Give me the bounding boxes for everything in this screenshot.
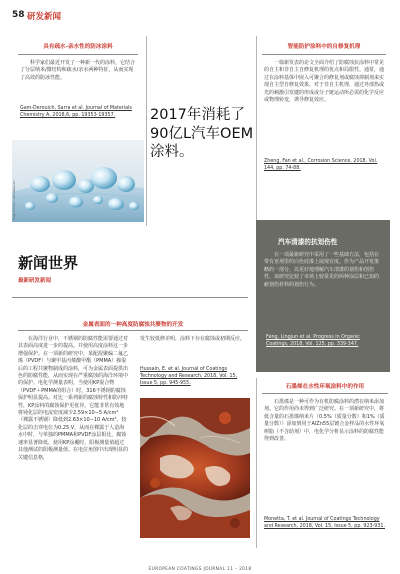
divider <box>262 54 386 55</box>
page-header <box>12 10 392 24</box>
news-world-heading <box>18 252 248 284</box>
column-rule <box>146 36 147 226</box>
corrosion-graphic <box>140 398 250 538</box>
sidebar-box <box>256 220 390 372</box>
article-reference[interactable]: Gam-Derouich, Sarra et al. Journal of Materials Chemistry A, 2018,6, pp. 19353-19357. <box>20 106 132 118</box>
headline <box>150 106 254 162</box>
article-reference[interactable]: Zheng, Fan et al., Corrosion Science, 2018, Vol. 144, pp. 74-88. <box>264 159 378 171</box>
article-top-left <box>18 42 138 118</box>
news-world-subtitle: 最新研发新闻 <box>18 278 52 284</box>
article-bottom-right <box>262 382 388 529</box>
divider <box>18 330 248 331</box>
article-title: 智能防护涂料中的自修复机理 <box>287 44 361 50</box>
sidebar-title: 汽车清漆的抗划伤性 <box>278 238 338 246</box>
article-body: 科学家们最近开发了一种新一代的涂料，它结合了分层纳米/微结构和疏水/亲水两种特征，从而实现了高效的防冰性能。 <box>20 60 136 81</box>
sidebar-body: 在一项最新研究中采用了一些基础方法，包括在带有亚剂里的白色底漆上展现有度。作为产品开发策略的一部分，以更好地理解汽车清漆的划伤和创伤性，该研究比较了市场上较常见的两种涂层和已知的耐划伤材料的划伤行为。 <box>264 252 380 288</box>
article-bottom-left <box>18 320 248 461</box>
article-body: 石墨烯是一种可作为有机防腐涂料的潜在纳米添加剂。它的作用尚未得到广泛研究。在一项新研究中，将低含量的石墨烯纳米片（0.5%（质量分数）和1%（质量分数））添加到用于AlZn55层镀合金样品的水性环氧树脂（不含助剂）中，电化学分析显示涂料的防腐性能得到改善。 <box>264 399 385 443</box>
footer-text: EUROPEAN COATINGS JOURNAL 11 – 2018 <box>148 567 252 572</box>
article-reference[interactable]: Hussain, E. et al. Journal of Coatings Technology and Research, 2018, Vol. 15, Issue 5, pp. 945-955. <box>140 367 238 386</box>
news-world-title: 新闻世界 <box>18 254 79 272</box>
article-title: 具有疏水-亲水性的防冰涂料 <box>43 44 113 50</box>
section-divider <box>12 297 248 298</box>
divider <box>18 54 138 55</box>
headline-text: 2017年消耗了90亿L汽车OEM涂料。 <box>150 107 254 160</box>
article-title: 石墨烯在水性环氧涂料中的作用 <box>285 384 365 390</box>
article-body-col1: 在海洋行业中，不锈钢的防腐性能需要通过对其表面高度进一步的提高。并使用高度涂料这一步增强保护。在一项新的研究中，某配混聚偏二氟乙烯（PVDF）与聚甲基丙烯酸甲酯（PMMA）掺混后的工程共聚物制成的涂料，可为金属表面提供出色的防腐性能，从而实现在严重腐蚀的海洋环境中的保护。电化学测量表明，当使用KP混合物（PVDF＋PMMA的组合）时，316不锈钢的腐蚀保护明显提高。对比一系列新的腐蚀特性和防冲特性，KP涂料的腐蚀保护更优异。它能非常有效地将钝化层的电流密度减少2.59×10−5 A/cm²（裸露不锈钢）降低到2.63×10−10 A/cm²。较化层的击穿电位为0.25 V，从而在裸露于人造海水中时，与单独的PMMA和PVDF涂层相比，腐蚀速率显著降低。使用KP涂覆时，阳极测量值超过其他测试的阳极测量值。在电位角图中出现明显的关键信息格， <box>18 336 129 461</box>
article-title: 金属表面的一种高度防腐蚀共聚物的开发 <box>82 322 184 328</box>
column-rule <box>256 378 257 548</box>
droplet-graphic <box>12 140 144 222</box>
droplet-image <box>12 140 144 222</box>
page-number: 58 <box>12 10 25 20</box>
article-body-col2: 发生较低修差明，涂料下存在腐蚀或初期反应。 <box>140 336 246 342</box>
column-rule <box>256 36 257 226</box>
divider <box>262 393 388 394</box>
corrosion-image <box>140 398 250 538</box>
article-reference[interactable]: Monetta, T. et al. Journal of Coatings Technology and Research, 2018, Vol. 15, Issue 5, pp. 923-931. <box>264 517 385 529</box>
image-credit: Image: Smirnova - stock.adobe.com <box>13 180 16 220</box>
sidebar-reference[interactable]: Feng, Lingjun et al. Progress in Organic Coatings, 2018, Vol. 125, pp. 339-347. <box>266 335 360 347</box>
article-body: 一篇新发表的论文全面介绍了防腐蚀抗涂料中常见的自主和非自主自修复机理的优点和局限性。通常，通过在涂料基体中嵌入可聚合的修复剂或腐蚀抑制剂来实现自主型自修复效果，对于非自主机理，通过外部热或光的刺激引发键的形成或分子链运动所必需的化学反应或物理转变，诱导修复效应。 <box>264 60 385 104</box>
section-label: 研发新闻 <box>27 12 62 22</box>
article-top-right <box>262 42 386 171</box>
page-footer <box>0 555 400 574</box>
